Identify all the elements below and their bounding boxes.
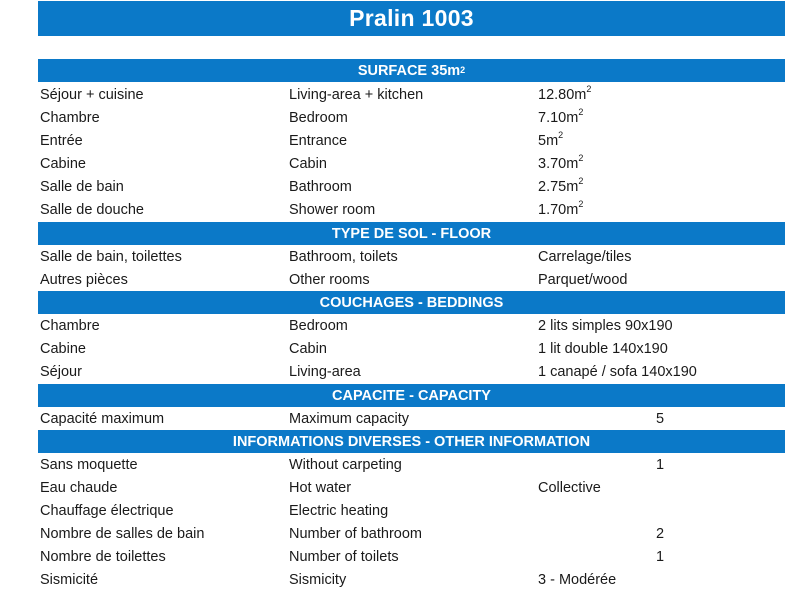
cell-fr: Séjour xyxy=(40,364,82,380)
cell-fr: Chambre xyxy=(40,318,100,334)
cell-fr: Chambre xyxy=(40,110,100,126)
cell-value: Parquet/wood xyxy=(538,272,628,288)
cell-en: Maximum capacity xyxy=(289,411,410,427)
cell-value: 1 lit double 140x190 xyxy=(538,341,668,357)
cell-fr: Séjour + cuisine xyxy=(40,87,144,103)
area-unit-sup: 2 xyxy=(578,176,584,187)
cell-fr: Entrée xyxy=(40,133,83,149)
cell-fr: Chauffage électrique xyxy=(40,503,174,519)
cell-en: Cabin xyxy=(289,341,327,357)
cell-en: Without carpeting xyxy=(289,457,402,473)
table-row xyxy=(38,269,785,292)
cell-en: Living-area + kitchen xyxy=(289,87,424,103)
cell-fr: Cabine xyxy=(40,341,86,357)
area-unit-sup: 2 xyxy=(578,153,584,164)
area-value: 3.70m xyxy=(538,156,579,172)
table-row xyxy=(38,176,785,199)
cell-number: 1 xyxy=(655,457,665,473)
table-row xyxy=(38,153,785,176)
floor-heading: TYPE DE SOL - FLOOR xyxy=(331,225,492,242)
table-row xyxy=(38,454,785,477)
area-value: 1.70m xyxy=(538,202,579,218)
section-header-beddings xyxy=(38,291,785,314)
cell-number: 2 xyxy=(655,526,665,542)
cell-en: Other rooms xyxy=(289,272,370,288)
cell-fr: Sismicité xyxy=(40,572,99,588)
cell-fr: Nombre de toilettes xyxy=(40,549,166,565)
section-header-other xyxy=(38,430,785,453)
cell-value: Carrelage/tiles xyxy=(538,249,632,265)
other-heading: INFORMATIONS DIVERSES - OTHER INFORMATION xyxy=(232,433,591,450)
cell-value xyxy=(538,107,583,130)
table-row xyxy=(38,361,785,384)
cell-value xyxy=(538,130,563,153)
cell-value xyxy=(538,176,583,199)
table-row xyxy=(38,338,785,361)
cell-number: 1 xyxy=(655,549,665,565)
cell-value xyxy=(538,153,583,176)
area-value: 7.10m xyxy=(538,110,579,126)
cell-en: Sismicity xyxy=(289,572,347,588)
table-row xyxy=(38,107,785,130)
cell-en: Shower room xyxy=(289,202,376,218)
cell-en: Hot water xyxy=(289,480,352,496)
table-row xyxy=(38,84,785,107)
cell-fr: Salle de bain xyxy=(40,179,124,195)
table-row xyxy=(38,408,785,431)
table-row xyxy=(38,546,785,569)
cell-value: 2 lits simples 90x190 xyxy=(538,318,673,334)
cell-en: Cabin xyxy=(289,156,327,172)
table-row xyxy=(38,477,785,500)
area-value: 2.75m xyxy=(538,179,579,195)
page-title: Pralin 1003 xyxy=(38,1,785,36)
table-row xyxy=(38,246,785,269)
section-header-capacity xyxy=(38,384,785,407)
cell-fr: Autres pièces xyxy=(40,272,128,288)
cell-fr: Nombre de salles de bain xyxy=(40,526,205,542)
cell-en: Bathroom xyxy=(289,179,352,195)
cell-en: Number of bathroom xyxy=(289,526,422,542)
cell-fr: Eau chaude xyxy=(40,480,118,496)
cell-number: 5 xyxy=(655,411,665,427)
table-row xyxy=(38,569,785,592)
cell-fr: Salle de douche xyxy=(40,202,144,218)
cell-fr: Sans moquette xyxy=(40,457,138,473)
surface-heading: SURFACE 35m xyxy=(357,62,461,79)
section-header-surface: SURFACE 35m $^2$ xyxy=(38,59,785,82)
capacity-heading: CAPACITE - CAPACITY xyxy=(332,387,491,404)
area-unit-sup: 2 xyxy=(558,130,564,141)
area-unit-sup: 2 xyxy=(578,199,584,210)
cell-en: Bedroom xyxy=(289,110,348,126)
area-unit-sup: 2 xyxy=(578,107,584,118)
table-row xyxy=(38,500,785,523)
cell-value: 1 canapé / sofa 140x190 xyxy=(538,364,697,380)
cell-en: Electric heating xyxy=(289,503,389,519)
cell-value xyxy=(538,199,583,222)
beddings-heading: COUCHAGES - BEDDINGS xyxy=(319,294,504,311)
cell-fr: Salle de bain, toilettes xyxy=(40,249,182,265)
area-value: 5m xyxy=(538,133,559,149)
cell-en: Number of toilets xyxy=(289,549,399,565)
table-row xyxy=(38,315,785,338)
table-row xyxy=(38,130,785,153)
table-row xyxy=(38,199,785,222)
cell-value xyxy=(538,84,591,107)
section-header-floor xyxy=(38,222,785,245)
area-unit-sup: 2 xyxy=(586,84,592,95)
table-row xyxy=(38,523,785,546)
cell-fr: Capacité maximum xyxy=(40,411,165,427)
cell-en: Bedroom xyxy=(289,318,348,334)
cell-en: Entrance xyxy=(289,133,348,149)
area-value: 12.80m xyxy=(538,87,587,103)
cell-value: Collective xyxy=(538,480,601,496)
cell-value: 3 - Modérée xyxy=(538,572,617,588)
cell-en: Living-area xyxy=(289,364,361,380)
cell-fr: Cabine xyxy=(40,156,86,172)
cell-en: Bathroom, toilets xyxy=(289,249,398,265)
